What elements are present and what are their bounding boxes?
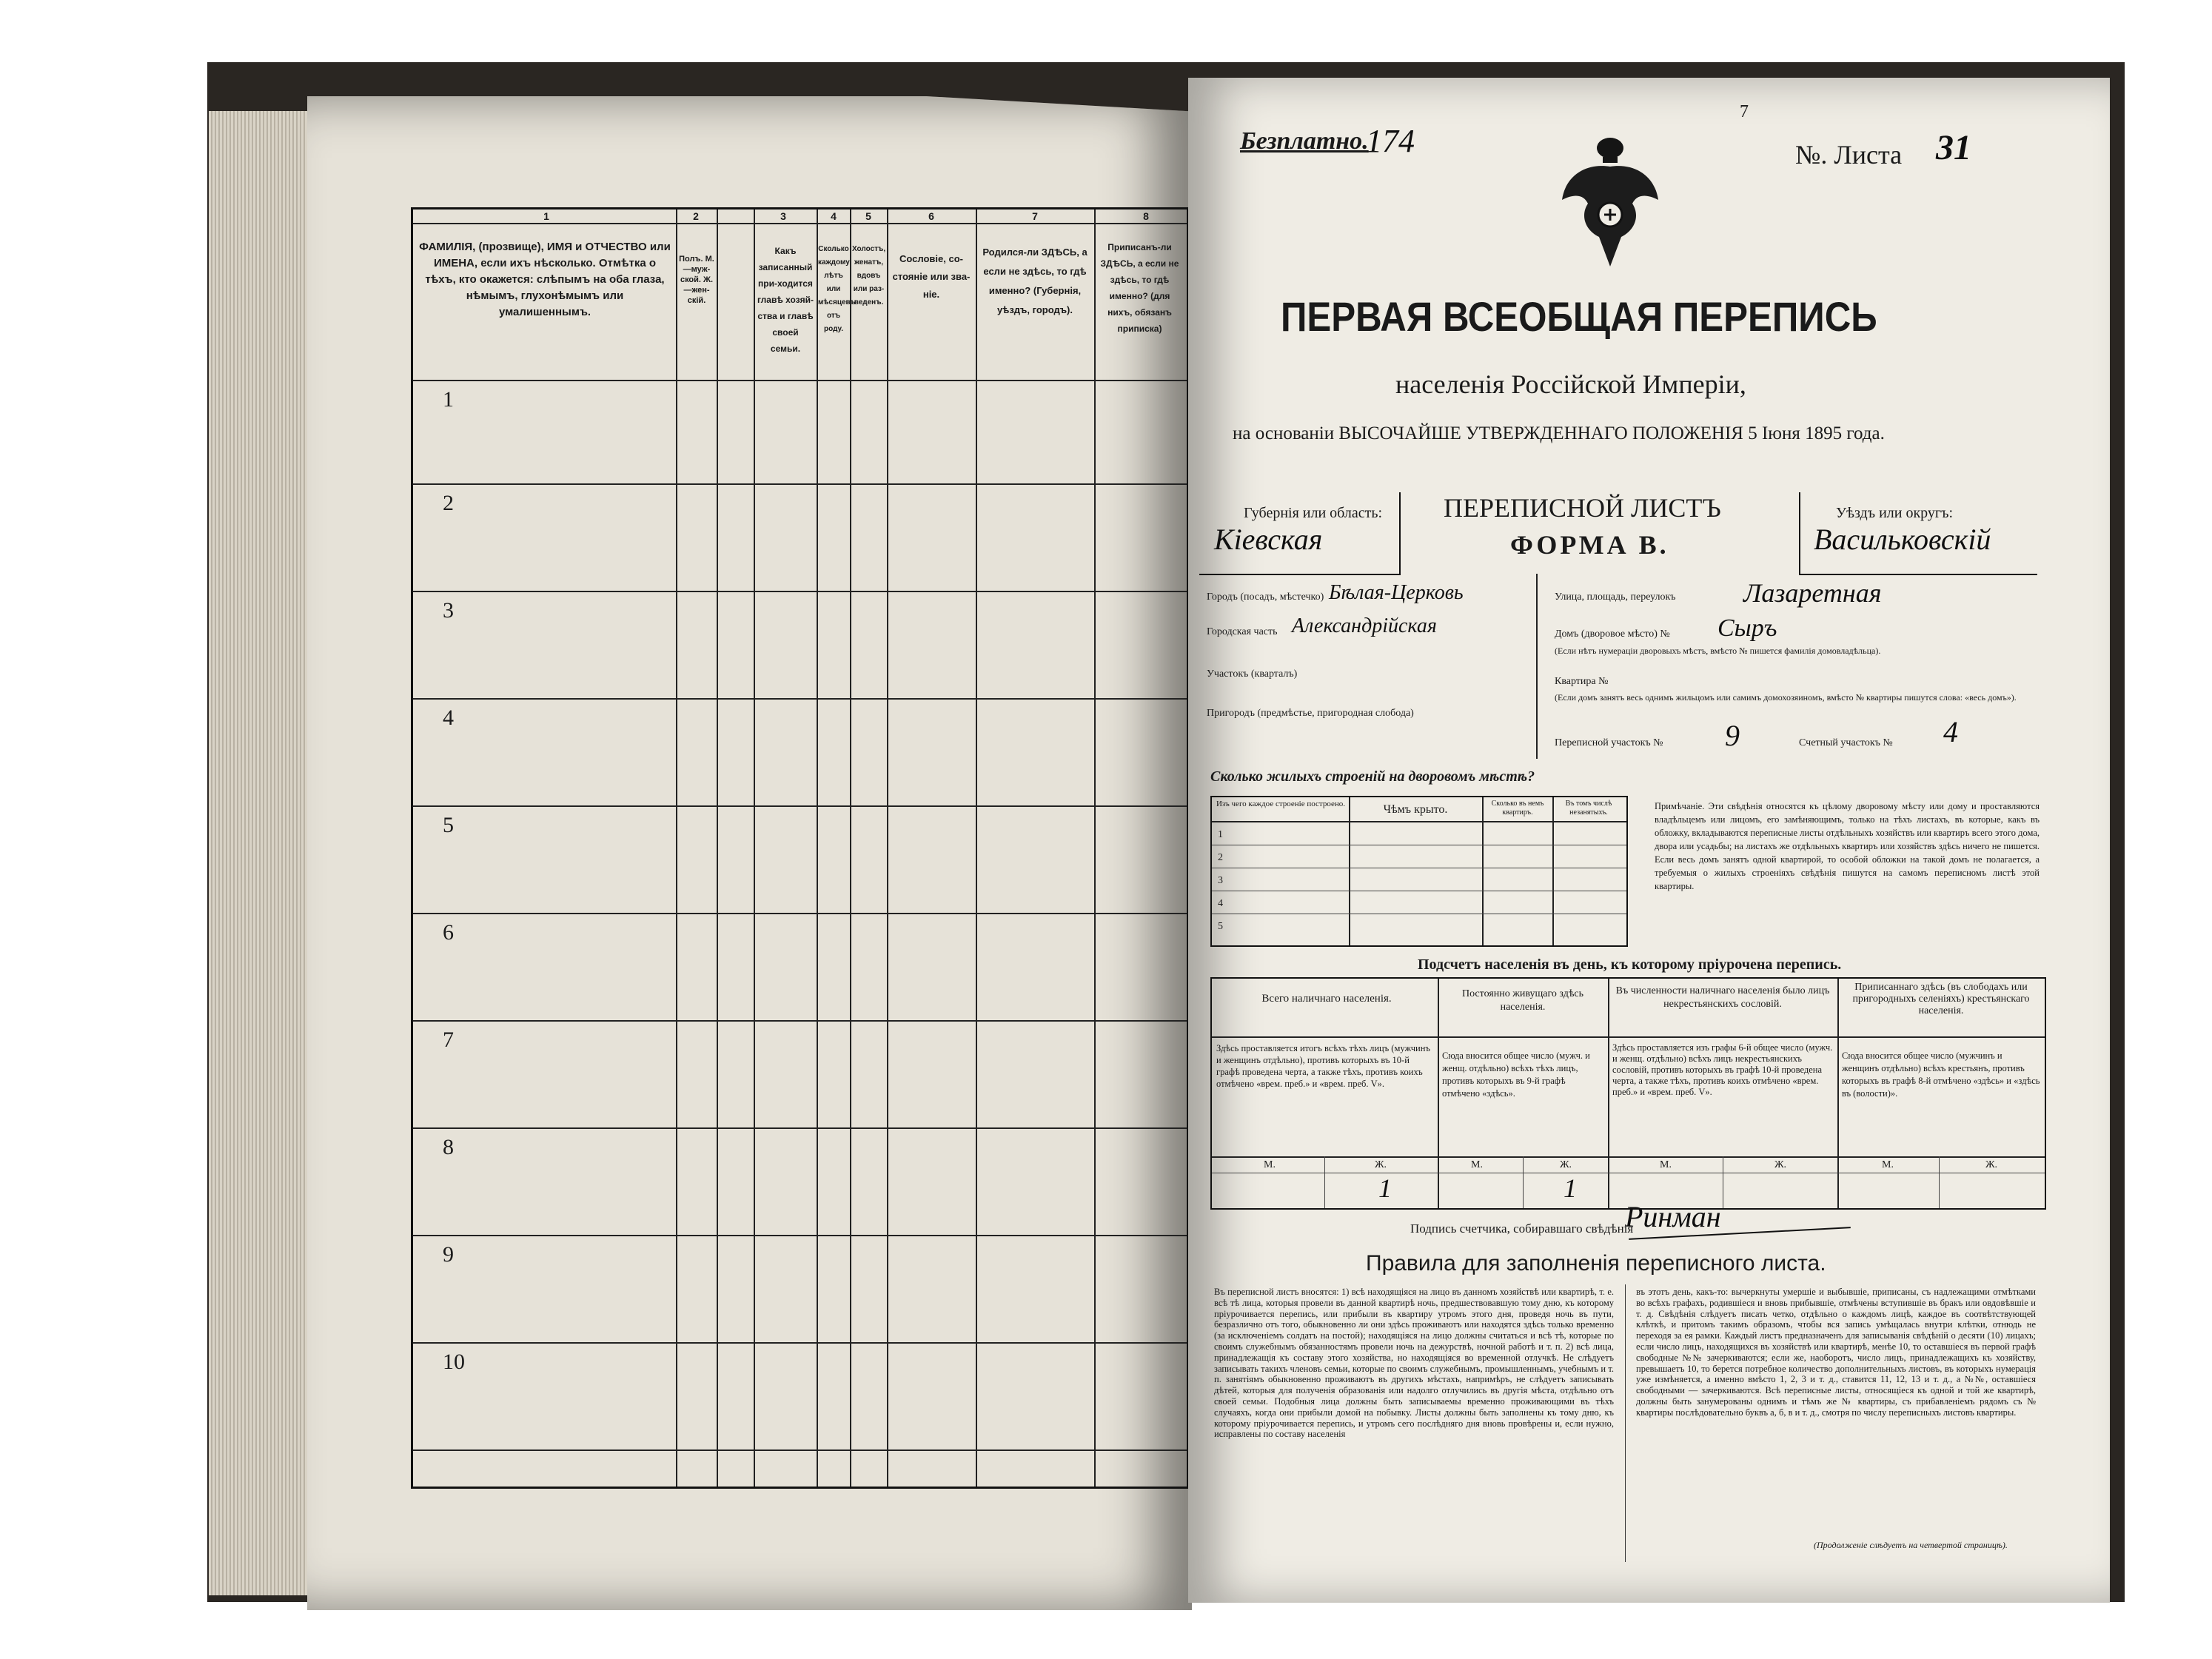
table-header-bottom-line — [413, 380, 1187, 381]
uezd-label: Уѣздъ или округъ: — [1836, 505, 1954, 521]
rules-title: Правила для заполненія переписного листа. — [1366, 1251, 1826, 1276]
col-number: 8 — [1143, 210, 1149, 222]
gubernia-handwritten: Кіевская — [1214, 523, 1323, 556]
row-number: 10 — [443, 1350, 465, 1374]
col6-header: Сословіе, со-стояніе или зва-ніе. — [892, 253, 971, 300]
mf-split — [1939, 1156, 1940, 1208]
table-header-top-line — [413, 223, 1187, 224]
house-note: (Если нѣтъ нумераціи дворовыхъ мѣстъ, вмѣсто № пишется фамилія домовладѣльца). — [1555, 646, 1881, 656]
female-label: Ж. — [1375, 1159, 1387, 1170]
count-col-title: Приписаннаго здѣсь (въ слободахъ или пригородныхъ селеніяхъ) крестьянскаго населенія. — [1852, 982, 2030, 1016]
census-title: ПЕРВАЯ ВСЕОБЩАЯ ПЕРЕПИСЬ — [1281, 293, 1877, 340]
buildings-note: Примѣчаніе. Эти свѣдѣнія относятся къ цѣлому дворовому мѣсту или дому и проставляются владѣльцемъ или лицомъ, его замѣняющимъ, только на тѣхъ листахъ, въ которые, какъ въ обложку, вкладываются переписные листы отдѣльныхъ хозяйствъ или квартиръ всего этого дома, двора или усадьбы; на листахъ же отдѣльныхъ квартиръ или хозяйствъ здѣсь ничего не пишется. Если весь домъ занятъ одной квартирой, то особой обложки на такой домъ не полагается, а требуемыя о жилыхъ строеніяхъ свѣдѣнія пишутся на самомъ переписномъ листѣ этой квартиры. — [1655, 801, 2040, 891]
row-separator — [413, 913, 1187, 914]
counting-district-handwritten: 4 — [1943, 715, 1958, 748]
count-handwritten-female: 1 — [1378, 1173, 1392, 1203]
gubernia-label: Губернія или область: — [1244, 505, 1383, 521]
table-col-line — [676, 210, 677, 1487]
bld-header: Изъ чего каждое строеніе построено. — [1216, 800, 1346, 808]
count-col-line — [1438, 979, 1439, 1208]
bld-header: Въ томъ числѣ незанятыхъ. — [1565, 800, 1612, 817]
census-basis: на основаніи ВЫСОЧАЙШЕ УТВЕРЖДЕННАГО ПОЛОЖЕНІЯ 5 Іюня 1895 года. — [1233, 423, 1885, 443]
row-number: 3 — [443, 598, 454, 623]
free-handwritten-number: 174 — [1366, 123, 1415, 159]
bld-col-line — [1349, 797, 1350, 945]
row-number: 6 — [443, 920, 454, 945]
male-label: М. — [1660, 1159, 1672, 1170]
col7-header: Родился-ли ЗДѢСЬ, а если не здѣсь, то гдѣ именно? (Губернія, уѣздъ, городъ). — [982, 247, 1087, 315]
house-label: Домъ (дворовое мѣсто) № — [1555, 629, 1670, 640]
sheet-number-handwritten: 31 — [1936, 128, 1971, 167]
count-col-text: Здѣсь проставляется итогъ всѣхъ тѣхъ лицъ (мужчинъ и женщинъ отдѣльно), противъ которыхъ въ 10-й графѣ проведена черта, а также тѣхъ, противъ коихъ отмѣчено «врем. преб.» и «врем. преб. V». — [1216, 1043, 1430, 1089]
table-col-line — [887, 210, 888, 1487]
col-number: 2 — [693, 210, 699, 222]
col5-header: Холостъ, женатъ, вдовъ или раз-веденъ. — [852, 245, 886, 306]
table-col-line — [1094, 210, 1096, 1487]
row-number: 5 — [443, 813, 454, 837]
bld-header-line — [1212, 821, 1626, 822]
bld-row-number: 3 — [1218, 875, 1223, 886]
female-label: Ж. — [1985, 1159, 1998, 1170]
col8-header: Приписанъ-ли ЗДѢСЬ, а если не здѣсь, то гдѣ именно? (для нихъ, обязанъ приписка) — [1100, 242, 1179, 334]
address-divider — [1536, 574, 1538, 759]
city-part-label: Городская часть — [1207, 626, 1278, 637]
table-col-line — [850, 210, 851, 1487]
row-separator — [413, 591, 1187, 592]
apartment-note: (Если домъ занятъ весь однимъ жильцомъ или самимъ домохозяиномъ, вмѣсто № квартиры пишутся слова: «весь домъ»). — [1555, 692, 2017, 703]
count-col-title: Всего наличнаго населенія. — [1261, 993, 1392, 1005]
count-col-title: Постоянно живущаго здѣсь населенія. — [1461, 988, 1584, 1013]
population-count-table — [1210, 977, 2046, 1210]
count-col-line — [1837, 979, 1839, 1208]
row-separator — [413, 1342, 1187, 1344]
page-stack-edge — [209, 111, 320, 1595]
table-col-line — [976, 210, 977, 1487]
row-number: 7 — [443, 1028, 454, 1052]
form-subtitle: ФОРМА В. — [1510, 530, 1669, 560]
city-part-handwritten: Александрійская — [1292, 614, 1437, 637]
col-number: 3 — [780, 210, 786, 222]
top-mark: 7 — [1740, 102, 1749, 121]
col4-header: Сколько каждому лѣтъ или мѣсяцевъ отъ роду. — [818, 245, 856, 333]
count-mf-line — [1212, 1156, 2045, 1158]
uezd-handwritten: Васильковскій — [1814, 523, 1991, 556]
count-col-line — [1608, 979, 1609, 1208]
census-subtitle: населенія Россійской Имперіи, — [1395, 369, 1746, 399]
count-title: Подсчетъ населенія въ день, къ которому пріурочена перепись. — [1418, 956, 1842, 973]
bld-header: Чѣмъ крыто. — [1383, 803, 1448, 816]
bld-col-line — [1482, 797, 1484, 945]
row-separator — [413, 1020, 1187, 1022]
double-headed-eagle-emblem — [1558, 133, 1662, 278]
uchastok-label: Участокъ (кварталъ) — [1207, 668, 1298, 680]
census-district-label: Переписной участокъ № — [1555, 737, 1663, 748]
col-number: 1 — [543, 210, 549, 222]
col-number: 4 — [831, 210, 837, 222]
count-header-line — [1212, 1036, 2045, 1038]
buildings-question: Сколько жилыхъ строеній на дворовомъ мѣстѣ? — [1210, 768, 1535, 785]
col-number: 7 — [1032, 210, 1038, 222]
female-label: Ж. — [1774, 1159, 1787, 1170]
city-handwritten: Бѣлая-Церковь — [1329, 581, 1464, 604]
rules-right-column: въ этотъ день, какъ-то: вычеркнуты умершіе и выбывшіе, приписаны, съ надлежащими отмѣтками во всѣхъ графахъ, родившіеся и вновь прибывшіе, отмѣчены вступившіе въ бракъ или овдовѣвшіе и т. д. Свѣдѣнія слѣдуетъ писать четко, отдѣльно о каждомъ лицѣ, каждое въ соотвѣтствующей клѣткѣ, и притомъ такимъ образомъ, чтобы вся запись умѣщалась внутри клѣтки, отнюдь не переходя за ея рамки. Каждый листъ предназначенъ для записыванія свѣдѣній о десяти (10) лицахъ; если число лицъ, находящихся въ хозяйствѣ или квартирѣ, менѣе 10, то оставшіеся въ первой графѣ свободные №№ зачеркиваются; если же, наоборотъ, число лицъ, принадлежащихъ къ хозяйству, превышаетъ 10, то берется потребное количество дополнительныхъ листовъ, въ которыхъ нумерація уже измѣняется, а именно вмѣсто 1, 2, 3 и т. д., ставится 11, 12, 13 и т. д., а №№, оставшіеся свободными — зачеркиваются. Всѣ переписные листы, относящіеся къ одной и той же квартирѣ, должны быть занумерованы однимъ и тѣмъ же № квартиры, съ прибавленіемъ рядомъ съ № квартиры послѣдовательно буквъ а, б, в и т. д., смотря по числу переписныхъ листовъ квартиры. — [1636, 1287, 2036, 1418]
prigorod-label: Пригородъ (предмѣстье, пригородная слобода) — [1207, 708, 1414, 719]
col2-header: Полъ. М.—муж-ской. Ж.—жен-скій. — [679, 255, 714, 305]
count-col-text: Сюда вносится общее число (мужчинъ и женщинъ отдѣльно) всѣхъ крестьянъ, противъ которыхъ въ графѣ 8-й отмѣчено «здѣсь» и «здѣсь въ (волости)». — [1842, 1050, 2040, 1099]
female-label: Ж. — [1560, 1159, 1572, 1170]
counting-district-label: Счетный участокъ № — [1799, 737, 1893, 748]
bld-row-number: 1 — [1218, 829, 1223, 840]
left-census-table — [411, 207, 1189, 1489]
table-col-line — [717, 210, 718, 1487]
bld-row-number: 5 — [1218, 921, 1223, 932]
row-number: 8 — [443, 1135, 454, 1159]
rules-continued-note: (Продолженіе слѣдуетъ на четвертой страницѣ). — [1814, 1540, 2008, 1550]
row-separator — [413, 1449, 1187, 1451]
mf-split — [1324, 1156, 1325, 1208]
row-separator — [413, 805, 1187, 807]
sheet-number-label: №. Листа — [1795, 140, 1903, 170]
row-separator — [413, 1127, 1187, 1129]
census-district-handwritten: 9 — [1725, 719, 1740, 752]
table-col-line — [817, 210, 818, 1487]
signature-label: Подпись счетчика, собиравшаго свѣдѣнія — [1410, 1221, 1634, 1236]
male-label: М. — [1264, 1159, 1276, 1170]
row-number: 2 — [443, 491, 454, 515]
count-col-title: Въ численности наличнаго населенія было лицъ некрестьянскихъ сословій. — [1615, 985, 1830, 1010]
form-title: ПЕРЕПИСНОЙ ЛИСТЪ — [1444, 493, 1721, 523]
male-label: М. — [1882, 1159, 1894, 1170]
bld-header: Сколько въ немъ квартиръ. — [1491, 800, 1544, 817]
bld-row-number: 4 — [1218, 898, 1223, 909]
apartment-label: Квартира № — [1555, 676, 1609, 687]
count-col-text: Сюда вносится общее число (мужч. и женщ. отдѣльно) всѣхъ тѣхъ лицъ, противъ которыхъ въ 9-й графѣ отмѣчено «здѣсь». — [1442, 1050, 1590, 1099]
row-separator — [413, 698, 1187, 700]
count-handwritten-female: 1 — [1564, 1173, 1577, 1203]
rules-left-column: Въ переписной листъ вносятся: 1) всѣ находящіяся на лицо въ данномъ хозяйствѣ или квартирѣ, т. е. всѣ тѣ лица, которыя провели въ данной квартирѣ ночь, предшествовавшую тому дню, къ которому пріурочивается перепись, или прибыли въ квартиру утромъ этого дня, проведя ночь въ пути, безразлично отъ того, обыкновенно ли они здѣсь проживаютъ или находятся здѣсь только временно (за исключеніемъ солдатъ на постой); находящіяся на лицо должны считаться и всѣ тѣ, которые по своимъ служебнымъ обязанностямъ провели ночь на дежурствѣ, ночной работѣ и т. п. 2) всѣ лица, принадлежащія къ составу этого хозяйства, но находящіяся во временной отлучкѣ. Не слѣдуетъ записывать такихъ членовъ семьи, которые по своимъ служебнымъ, промышленнымъ, учебнымъ и т. п. занятіямъ обыкновенно проживаютъ въ другихъ мѣстахъ, напримѣръ, не слѣдуетъ записывать дѣтей, которыя для полученія образованія или надолго отлучились въ другія мѣста, отдѣльно отъ своей семьи. Подобныя лица должны быть записываемы временно проживающими въ тѣхъ случаяхъ, когда они прибыли домой на побывку. Листы должны быть заполнены къ тому дню, къ которому пріурочивается перепись, и утромъ сего послѣдняго дня вновь провѣрены и, если нужно, исправлены по составу населенія — [1214, 1287, 1614, 1440]
street-label: Улица, площадь, переулокъ — [1555, 591, 1676, 603]
rules-divider — [1625, 1284, 1626, 1562]
mf-split — [1523, 1156, 1524, 1208]
row-separator — [413, 1235, 1187, 1236]
count-col-text: Здѣсь проставляется изъ графы 6-й общее число (мужч. и женщ. отдѣльно) всѣхъ лицъ некрестьянскихъ сословій, противъ которыхъ въ графѣ 10-й проведена черта, а также тѣхъ, противъ коихъ отмѣчено «врем. преб.» и «врем. преб. V». — [1612, 1042, 1833, 1097]
house-handwritten: Сыръ — [1717, 614, 1777, 642]
col-number: 6 — [928, 210, 934, 222]
male-label: М. — [1471, 1159, 1483, 1170]
table-col-line — [754, 210, 755, 1487]
row-number: 1 — [443, 387, 454, 412]
col3-header: Какъ записанный при-ходится главѣ хозяй-ства и главѣ своей семьи. — [757, 246, 814, 354]
row-number: 4 — [443, 706, 454, 730]
bld-row-number: 2 — [1218, 852, 1223, 863]
free-label: Безплатно. — [1240, 127, 1369, 155]
row-separator — [413, 483, 1187, 485]
city-label: Городъ (посадъ, мѣстечко) — [1207, 591, 1324, 603]
counter-signature: Ринман — [1625, 1200, 1721, 1233]
street-handwritten: Лазаретная — [1743, 578, 1882, 608]
col1-header: ФАМИЛІЯ, (прозвище), ИМЯ и ОТЧЕСТВО или ИМЕНА, если ихъ нѣсколько. Отмѣтка о тѣхъ, кто окажется: слѣпымъ на оба глаза, нѣмымъ, глухонѣмымъ или умалишеннымъ. — [419, 241, 671, 318]
bld-col-line — [1552, 797, 1554, 945]
col-number: 5 — [865, 210, 871, 222]
row-number: 9 — [443, 1242, 454, 1267]
buildings-table — [1210, 796, 1628, 947]
